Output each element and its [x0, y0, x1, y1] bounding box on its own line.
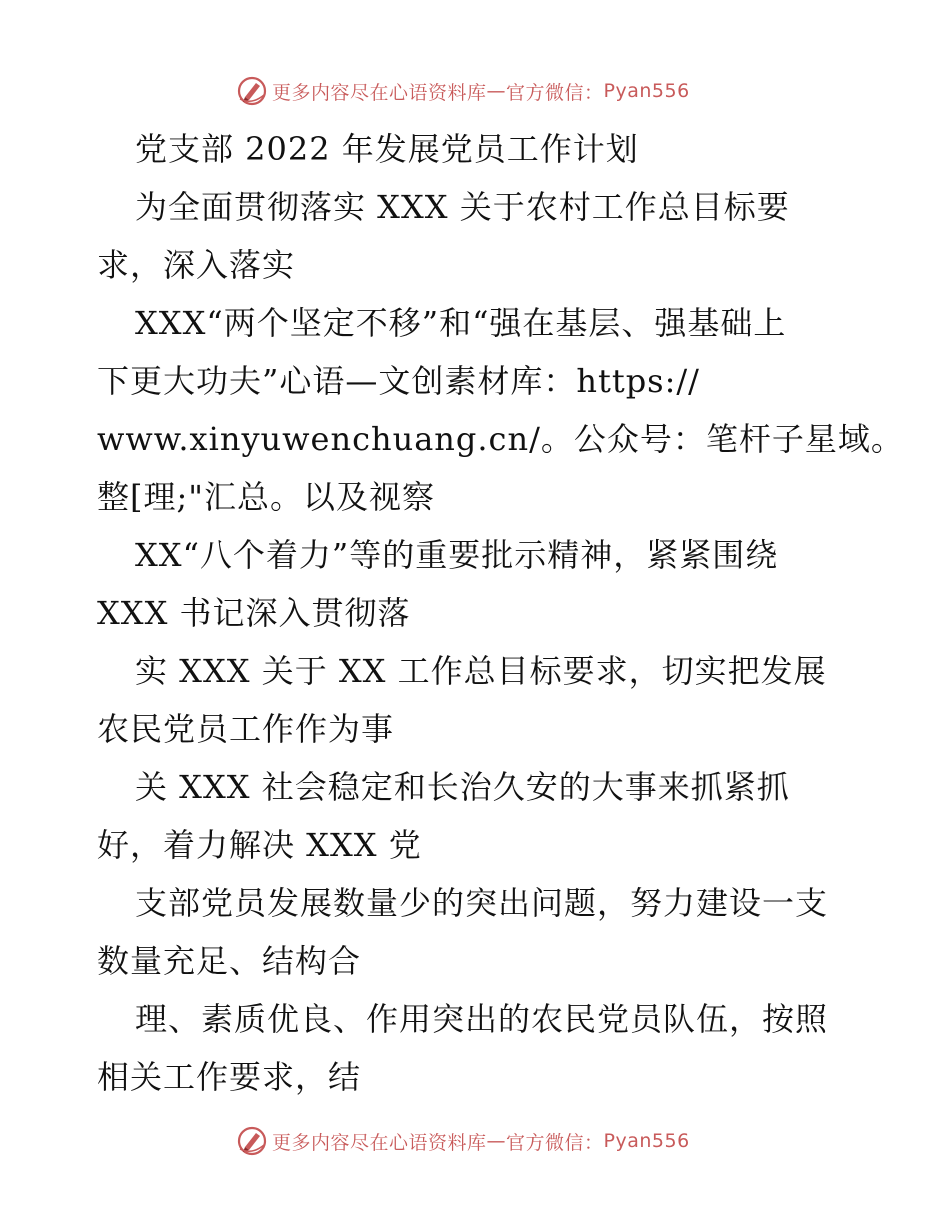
document-line: 数量充足、结构合: [97, 942, 362, 980]
document-line: XX“八个着力”等的重要批示精神，紧紧围绕: [135, 536, 779, 574]
footer-banner: [236, 1124, 690, 1158]
banner-separator: —: [486, 1130, 507, 1152]
document-line: 整[理;"汇总。以及视察: [97, 478, 435, 516]
document-line: 党支部 2022 年发展党员工作计划: [135, 130, 639, 168]
document-body: [97, 120, 904, 1106]
document-line: XXX 书记深入贯彻落: [97, 594, 411, 632]
document-line: 理、素质优良、作用突出的农民党员队伍，按照: [135, 1000, 829, 1038]
document-line: 实 XXX 关于 XX 工作总目标要求，切实把发展: [135, 652, 827, 690]
document-line: 相关工作要求，结: [97, 1058, 362, 1096]
document-line: XXX“两个坚定不移”和“强在基层、强基础上: [135, 304, 787, 342]
pen-logo-icon: [236, 1125, 268, 1157]
document-line: 农民党员工作作为事: [97, 710, 395, 748]
banner-brand-text: 更多内容尽在心语资料库: [272, 81, 487, 104]
banner-official-label: 官方微信：: [506, 1131, 604, 1154]
banner-brand-text: 更多内容尽在心语资料库: [272, 1131, 487, 1154]
document-line: 支部党员发展数量少的突出问题，努力建设一支: [135, 884, 829, 922]
banner-official-label: 官方微信：: [506, 81, 604, 104]
document-line: 下更大功夫”心语—文创素材库：https://: [97, 362, 700, 400]
document-line: 关 XXX 社会稳定和长治久安的大事来抓紧抓: [135, 768, 790, 806]
banner-separator: —: [486, 80, 507, 102]
document-line: 求，深入落实: [97, 246, 296, 284]
document-line: 好，着力解决 XXX 党: [97, 826, 422, 864]
banner-wechat-id: Pyan556: [603, 1130, 690, 1152]
document-line: 为全面贯彻落实 XXX 关于农村工作总目标要: [135, 188, 790, 226]
header-banner: [236, 74, 690, 108]
banner-wechat-id: Pyan556: [603, 80, 690, 102]
pen-logo-icon: [236, 75, 268, 107]
document-line: www.xinyuwenchuang.cn/。公众号：笔杆子星域。: [97, 420, 904, 458]
